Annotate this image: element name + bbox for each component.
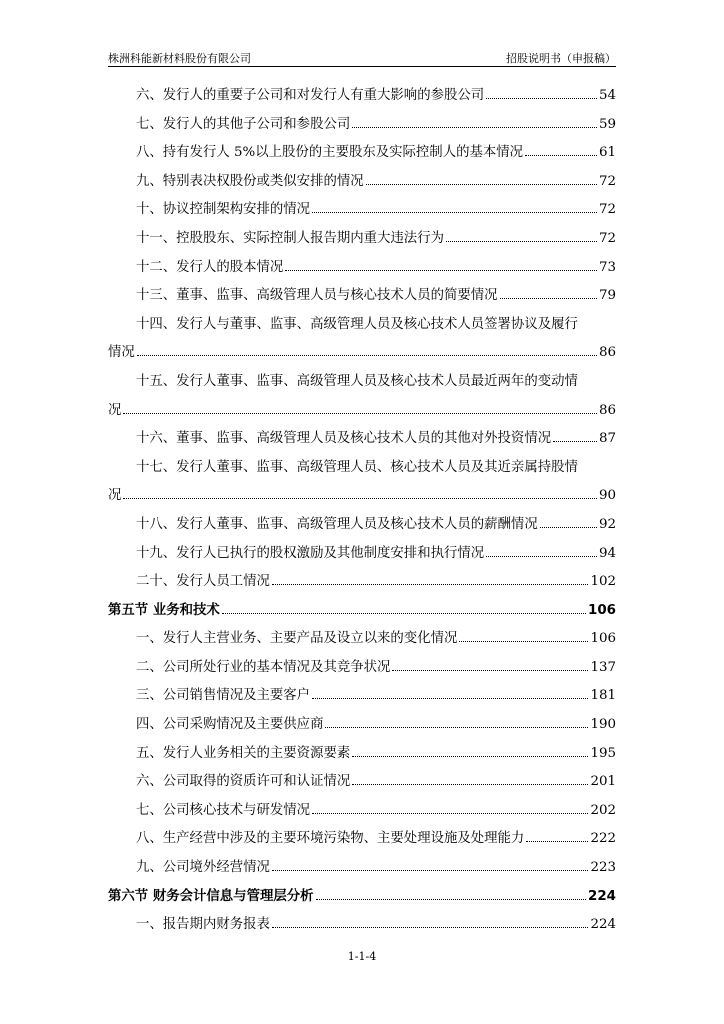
toc-page-number: 73 [598, 259, 616, 275]
toc-page-number: 106 [588, 602, 616, 618]
toc-entry-text: 二、公司所处行业的基本情况及其竞争状况 [136, 659, 391, 675]
toc-leader-dots [123, 498, 597, 499]
toc-leader-dots [272, 584, 589, 585]
toc-entry[interactable] [108, 770, 616, 799]
toc-leader-dots [352, 127, 597, 128]
toc-entry-text: 第六节 财务会计信息与管理层分析 [108, 888, 314, 904]
toc-entry[interactable] [108, 913, 616, 942]
toc-entry-text: 十二、发行人的股本情况 [136, 259, 284, 275]
toc-entry-text: 四、公司采购情况及主要供应商 [136, 717, 324, 733]
toc-page-number: 61 [598, 145, 616, 161]
toc-entry-text: 三、公司销售情况及主要客户 [136, 688, 311, 704]
toc-page-number: 106 [590, 631, 616, 647]
toc-page-number: 72 [598, 173, 616, 189]
toc-section-entry[interactable] [108, 599, 616, 628]
toc-page-number: 54 [598, 88, 616, 103]
toc-leader-dots [366, 184, 597, 185]
page-header [108, 50, 616, 67]
toc-leader-dots [123, 413, 597, 414]
toc-leader-dots [312, 813, 588, 814]
toc-section-entry[interactable] [108, 885, 616, 914]
toc-page-number: 92 [598, 516, 616, 532]
toc-entry-continuation[interactable] [108, 399, 616, 428]
toc-entry[interactable] [108, 170, 616, 199]
toc-page-number: 223 [590, 860, 616, 876]
toc-leader-dots [272, 870, 589, 871]
toc-page-number: 190 [590, 717, 616, 733]
toc-leader-dots [392, 670, 588, 671]
toc-leader-dots [459, 641, 588, 642]
header-document-title: 招股说明书（申报稿） [506, 52, 616, 65]
toc-entry[interactable] [108, 198, 616, 227]
toc-entry[interactable] [108, 742, 616, 771]
toc-leader-dots [312, 698, 588, 699]
toc-entry-text: 九、公司境外经营情况 [136, 860, 270, 876]
toc-leader-dots [486, 556, 597, 557]
header-company-name: 株洲科能新材料股份有限公司 [108, 52, 251, 65]
toc-entry[interactable] [108, 542, 616, 571]
toc-entry[interactable] [108, 427, 616, 456]
toc-page-number: 86 [598, 345, 616, 361]
toc-entry-continuation[interactable] [108, 341, 616, 370]
toc-entry[interactable] [108, 799, 616, 828]
toc-entry[interactable] [108, 627, 616, 656]
toc-page-number: 222 [590, 831, 616, 847]
toc-entry[interactable] [108, 827, 616, 856]
toc-entry-text: 十、协议控制架构安排的情况 [136, 202, 311, 218]
toc-leader-dots [500, 298, 597, 299]
toc-leader-dots [316, 899, 587, 900]
toc-entry-text: 十四、发行人与董事、监事、高级管理人员及核心技术人员签署协议及履行 [136, 316, 578, 332]
toc-entry-text: 情况 [108, 345, 135, 361]
toc-entry-text: 况 [108, 402, 122, 418]
toc-entry[interactable] [108, 513, 616, 542]
toc-entry-line[interactable] [108, 313, 616, 342]
toc-entry-text: 一、发行人主营业务、主要产品及设立以来的变化情况 [136, 631, 458, 647]
toc-page-number: 59 [598, 116, 616, 132]
toc-page-number: 102 [590, 574, 616, 590]
toc-entry-text: 第五节 业务和技术 [108, 602, 220, 618]
toc-entry[interactable] [108, 684, 616, 713]
toc-entry[interactable] [108, 713, 616, 742]
toc-entry-text: 十一、控股股东、实际控制人报告期内重大违法行为 [136, 230, 444, 246]
toc-page-number: 195 [590, 745, 616, 761]
toc-entry-text: 六、公司取得的资质许可和认证情况 [136, 774, 351, 790]
toc-leader-dots [285, 270, 597, 271]
toc-entry-text: 十七、发行人董事、监事、高级管理人员、核心技术人员及其近亲属持股情 [136, 459, 578, 475]
toc-entry-text: 八、持有发行人 5%以上股份的主要股东及实际控制人的基本情况 [136, 145, 524, 161]
toc-entry-text: 十九、发行人已执行的股权激励及其他制度安排和执行情况 [136, 545, 485, 561]
toc-entry-text: 况 [108, 488, 122, 504]
toc-entry[interactable] [108, 656, 616, 685]
toc-leader-dots [526, 841, 588, 842]
toc-leader-dots [540, 527, 597, 528]
toc-page-number: 87 [598, 431, 616, 447]
toc-entry-text: 七、发行人的其他子公司和参股公司 [136, 116, 351, 132]
toc-entry[interactable] [108, 284, 616, 313]
toc-page-number: 201 [590, 774, 616, 790]
toc-leader-dots [352, 784, 588, 785]
toc-entry[interactable] [108, 113, 616, 142]
toc-leader-dots [325, 727, 588, 728]
toc-entry[interactable] [108, 856, 616, 885]
toc-leader-dots [352, 756, 588, 757]
toc-page-number: 72 [598, 202, 616, 218]
toc-entry[interactable] [108, 570, 616, 599]
page-number: 1-1-4 [347, 950, 377, 963]
toc-entry-line[interactable] [108, 370, 616, 399]
toc-leader-dots [553, 441, 597, 442]
toc-page-number: 202 [590, 802, 616, 818]
toc-page-number: 94 [598, 545, 616, 561]
toc-leader-dots [486, 98, 597, 99]
toc-leader-dots [446, 241, 597, 242]
toc-entry-text: 八、生产经营中涉及的主要环境污染物、主要处理设施及处理能力 [136, 831, 525, 847]
toc-page-number: 137 [590, 659, 616, 675]
toc-page-number: 224 [590, 917, 616, 933]
toc-entry-text: 六、发行人的重要子公司和对发行人有重大影响的参股公司 [136, 88, 485, 103]
toc-entry-text: 一、报告期内财务报表 [136, 917, 270, 933]
toc-entry-text: 十八、发行人董事、监事、高级管理人员及核心技术人员的薪酬情况 [136, 516, 538, 532]
toc-entry-continuation[interactable] [108, 484, 616, 513]
toc-page-number: 79 [598, 288, 616, 304]
toc-page-number: 181 [590, 688, 616, 704]
toc-page-number: 90 [598, 488, 616, 504]
toc-entry[interactable] [108, 84, 616, 113]
toc-leader-dots [525, 155, 597, 156]
toc-entry-line[interactable] [108, 456, 616, 485]
toc-entry[interactable] [108, 227, 616, 256]
toc-entry-text: 十六、董事、监事、高级管理人员及核心技术人员的其他对外投资情况 [136, 431, 552, 447]
toc-entry-text: 七、公司核心技术与研发情况 [136, 802, 311, 818]
toc-leader-dots [137, 355, 597, 356]
toc-page-number: 72 [598, 230, 616, 246]
toc-entry-text: 九、特别表决权股份或类似安排的情况 [136, 173, 364, 189]
toc-entry-text: 二十、发行人员工情况 [136, 574, 270, 590]
toc-entry-text: 十五、发行人董事、监事、高级管理人员及核心技术人员最近两年的变动情 [136, 373, 578, 389]
toc-leader-dots [272, 927, 589, 928]
toc-entry[interactable] [108, 141, 616, 170]
toc-page-number: 224 [588, 888, 616, 904]
toc-page-number: 86 [598, 402, 616, 418]
toc-leader-dots [222, 613, 586, 614]
table-of-contents [108, 84, 616, 942]
toc-entry-text: 十三、董事、监事、高级管理人员与核心技术人员的简要情况 [136, 288, 498, 304]
toc-entry[interactable] [108, 256, 616, 285]
toc-entry-text: 五、发行人业务相关的主要资源要素 [136, 745, 351, 761]
toc-leader-dots [312, 212, 597, 213]
